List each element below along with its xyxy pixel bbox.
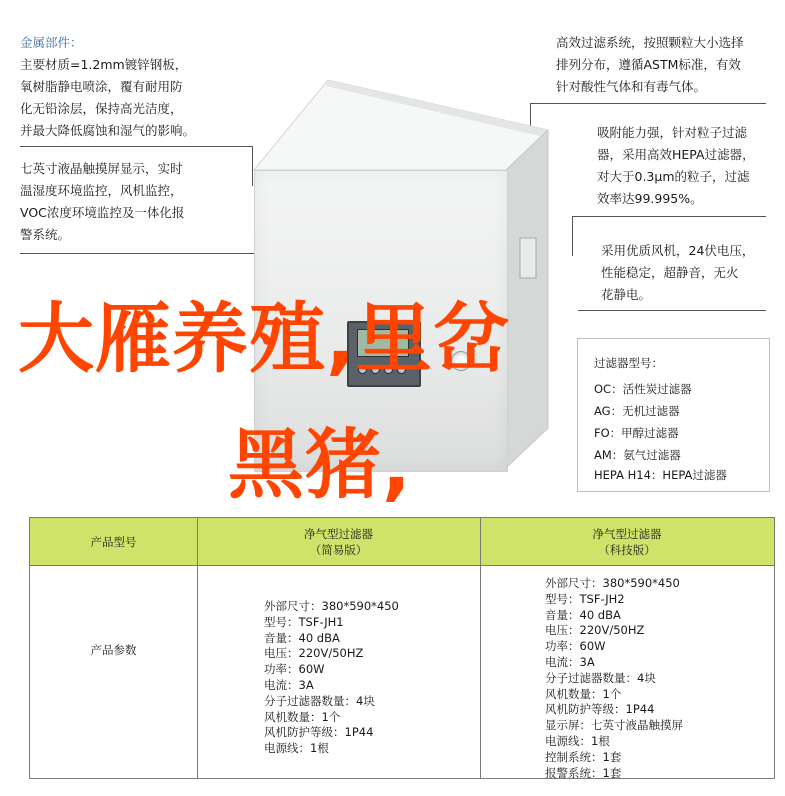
- header-tech-version: [480, 526, 774, 558]
- tech-spec-list: [545, 576, 683, 781]
- spec-item: 型号：TSF-JH1: [264, 614, 344, 629]
- spec-item: 功率：60W: [264, 662, 325, 677]
- hepa-note: [597, 122, 755, 210]
- header-tech-line1: 净气型过滤器: [592, 527, 662, 541]
- spec-item: 报警系统：1套: [545, 765, 622, 780]
- hepa-line: 效率达99.995%。: [597, 191, 703, 206]
- filter-item: AG：无机过滤器: [594, 404, 680, 418]
- fan-leader-h: [578, 310, 766, 311]
- spec-item: 风机数量：1个: [264, 709, 341, 724]
- material-leader-h: [20, 146, 252, 147]
- table-divider: [30, 565, 774, 566]
- material-line: 主要材质=1.2mm镀锌钢板，: [20, 57, 188, 72]
- cabinet-side: [506, 128, 550, 468]
- spec-item: 控制系统：1套: [545, 749, 622, 764]
- header-product-model: 产品型号: [90, 535, 137, 549]
- material-line: 氧树脂静电喷涂，覆有耐用防: [20, 79, 183, 94]
- material-title: 金属部件：: [20, 35, 83, 50]
- fan-line: 花静电。: [601, 287, 652, 302]
- filter-item: FO：甲醇过滤器: [594, 426, 679, 440]
- spec-item: 电流：3A: [545, 654, 595, 669]
- material-line: 并最大降低腐蚀和湿气的影响。: [20, 123, 196, 138]
- spec-table: [29, 517, 775, 779]
- spec-item: 音量：40 dBA: [264, 630, 340, 645]
- simple-spec-list: [264, 599, 399, 757]
- row-label-params: 产品参数: [90, 643, 137, 657]
- material-line: 化无铅涂层，保持高光洁度，: [20, 101, 183, 116]
- header-tech-line2: （科技版）: [598, 543, 656, 557]
- hepa-line: 器，采用高效HEPA过滤器，: [597, 147, 755, 162]
- display-line: 温湿度环境监控，风机监控，: [20, 183, 183, 198]
- header-simple-version: [197, 526, 480, 558]
- filtration-note: [556, 32, 744, 98]
- spec-item: 音量：40 dBA: [545, 607, 621, 622]
- filter-item: HEPA H14：HEPA过滤器: [594, 468, 727, 482]
- header-simple-line2: （简易版）: [309, 543, 368, 557]
- display-line: 七英寸液晶触摸屏显示，实时: [20, 161, 183, 176]
- hepa-line: 吸附能力强，针对粒子过滤: [597, 125, 748, 140]
- hepa-leader-v: [572, 216, 573, 256]
- overlay-title-line2: 黑猪,: [228, 420, 412, 509]
- filter-cabinet-illustration: [248, 58, 548, 458]
- fan-line: 采用优质风机，24伏电压，: [601, 243, 755, 258]
- spec-item: 显示屏：七英寸液晶触摸屏: [545, 718, 683, 733]
- material-note: [20, 32, 195, 142]
- spec-item: 电压：220V/50HZ: [545, 623, 645, 638]
- spec-item: 外部尺寸：380*590*450: [264, 599, 399, 613]
- hepa-leader-h: [572, 216, 766, 217]
- spec-item: 电压：220V/50HZ: [264, 646, 364, 661]
- spec-item: 分子过滤器数量：4块: [545, 670, 656, 685]
- spec-item: 电源线：1根: [264, 741, 329, 756]
- filter-model-box: [577, 338, 770, 492]
- filter-item: OC：活性炭过滤器: [594, 382, 692, 396]
- display-leader-h: [20, 253, 272, 254]
- spec-item: 风机数量：1个: [545, 686, 622, 701]
- filtration-line: 针对酸性气体和有毒气体。: [556, 79, 707, 94]
- spec-item: 风机防护等级：1P44: [545, 702, 655, 717]
- filtration-line: 排列分布，遵循ASTM标准，有效: [556, 57, 741, 72]
- spec-item: 功率：60W: [545, 639, 606, 654]
- header-simple-line1: 净气型过滤器: [304, 527, 373, 541]
- spec-item: 外部尺寸：380*590*450: [545, 576, 680, 590]
- hepa-line: 对大于0.3μm的粒子，过滤: [597, 169, 750, 184]
- spec-item: 型号：TSF-JH2: [545, 591, 625, 606]
- spec-item: 分子过滤器数量：4块: [264, 693, 375, 708]
- display-line: 警系统。: [20, 227, 71, 242]
- fan-line: 性能稳定，超静音，无火: [601, 265, 739, 280]
- spec-item: 风机防护等级：1P44: [264, 725, 374, 740]
- display-line: VOC浓度环境监控及一体化报: [20, 205, 185, 220]
- overlay-title-line1: 大雁养殖,里岔: [18, 294, 510, 383]
- spec-item: 电流：3A: [264, 677, 314, 692]
- display-note: [20, 158, 184, 246]
- filtration-line: 高效过滤系统，按照颗粒大小选择: [556, 35, 744, 50]
- filtration-leader-h: [530, 103, 766, 104]
- filter-box-title: 过滤器型号：: [594, 356, 663, 370]
- filter-item: AM：氨气过滤器: [594, 448, 681, 462]
- fan-note: [601, 240, 754, 306]
- cabinet-top: [248, 58, 548, 178]
- spec-item: 电源线：1根: [545, 733, 610, 748]
